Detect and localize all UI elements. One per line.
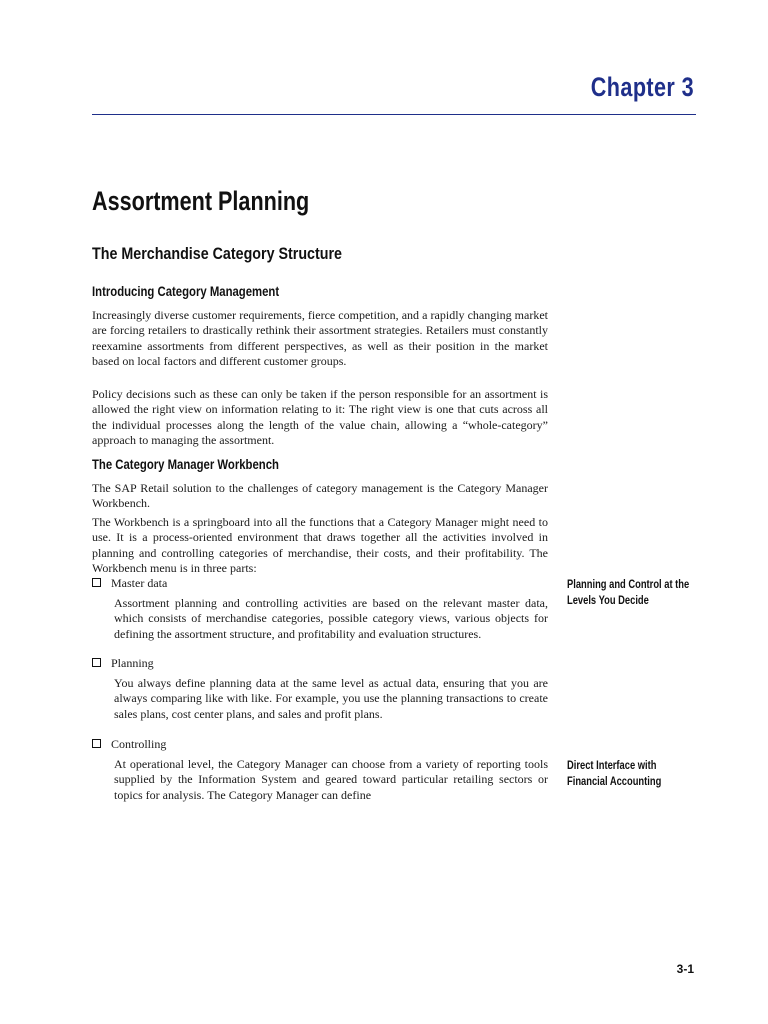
list-item-controlling	[92, 737, 166, 752]
checkbox-bullet-icon	[92, 739, 101, 748]
list-item-label: Planning	[111, 656, 154, 670]
list-item-planning	[92, 656, 154, 671]
page-title: Assortment Planning	[92, 186, 310, 216]
margin-note-line: Planning and Control at the	[567, 577, 690, 591]
subsection-title-category-management: Introducing Category Management	[92, 284, 280, 299]
list-item-label: Controlling	[111, 737, 167, 751]
margin-note-line: Levels You Decide	[567, 593, 649, 607]
checkbox-bullet-icon	[92, 658, 101, 667]
margin-note-line: Direct Interface with	[567, 758, 657, 772]
header-rule	[92, 114, 696, 115]
margin-note-financial-accounting	[567, 757, 661, 789]
list-item-text: At operational level, the Category Manager can choose from a variety of reporting tools supplied by the Information System and geared toward particular retailing sectors or topics for analysis. The Category Manager can define	[114, 757, 548, 802]
list-item-label: Master data	[111, 576, 168, 590]
list-item-text: You always define planning data at the same level as actual data, ensuring that you are always comparing like with like. For example, you use the planning transactions to create sales plans, cost center plans, and sales and profit plans.	[114, 676, 548, 721]
paragraph-workbench-1: The SAP Retail solution to the challenges of category management is the Category Manager Workbench.	[92, 481, 548, 511]
page-number: 3-1	[676, 962, 694, 976]
paragraph-intro-2: Policy decisions such as these can only be taken if the person responsible for an assortment is allowed the right view on information relating to it: The right view is one that cuts across all the individual processes along the length of the value chain, allowing a “whole-category” approach to managing the assortment.	[92, 387, 548, 448]
subsection-title-workbench: The Category Manager Workbench	[92, 457, 279, 472]
section-title: The Merchandise Category Structure	[92, 244, 342, 263]
paragraph-workbench-2: The Workbench is a springboard into all the functions that a Category Manager might need to use. It is a process-oriented environment that draws together all the activities involved in planning and controlling categories of merchandise, their costs, and their profitability. The Workbench menu is in three parts:	[92, 515, 548, 576]
list-item-master-data	[92, 576, 167, 591]
paragraph-intro-1: Increasingly diverse customer requirements, fierce competition, and a rapidly changing market are forcing retailers to drastically rethink their assortment strategies. Retailers must constantly reexamine assortments from different perspectives, as well as their position in the market based on local factors and different customer groups.	[92, 308, 548, 369]
checkbox-bullet-icon	[92, 578, 101, 587]
chapter-heading: Chapter 3	[590, 72, 694, 102]
margin-note-line: Financial Accounting	[567, 774, 662, 788]
list-item-text: Assortment planning and controlling activities are based on the relevant master data, which consists of merchandise categories, possible category views, various objects for defining the assortment structure, and profitability and evaluation structures.	[114, 596, 548, 641]
margin-note-planning-control	[567, 576, 689, 608]
